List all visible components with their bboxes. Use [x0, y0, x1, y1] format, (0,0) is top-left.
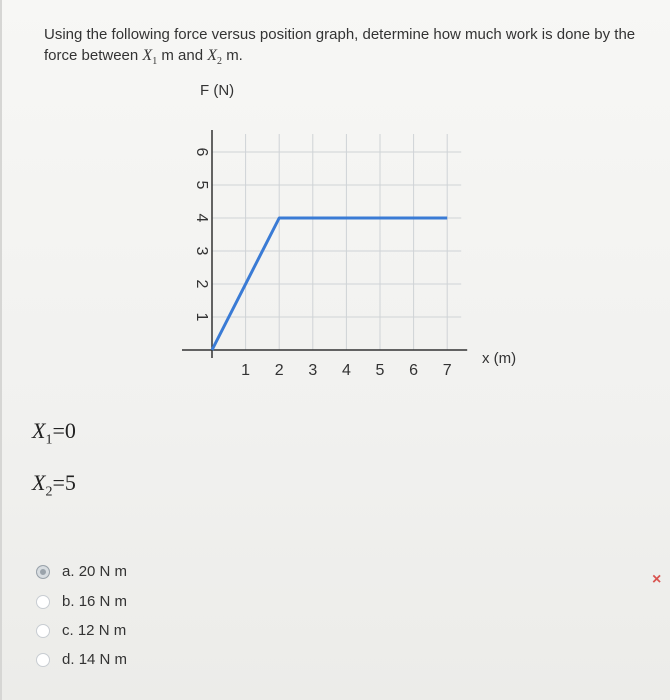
- given-x1: $X_1=0$: [32, 418, 76, 448]
- option-a-radio[interactable]: [36, 565, 50, 579]
- x-tick-label: 6: [409, 362, 419, 379]
- y-tick-label: 5: [193, 180, 210, 190]
- x-tick-label: 3: [308, 362, 318, 379]
- incorrect-x-icon: ×: [652, 571, 662, 588]
- x-tick-label: 2: [274, 362, 284, 379]
- option-d-radio[interactable]: [36, 653, 50, 667]
- question-text-part-c: m.: [226, 47, 243, 64]
- option-a-text: 20 N m: [78, 563, 128, 580]
- y-tick-label: 1: [193, 312, 210, 322]
- option-c-radio[interactable]: [36, 624, 50, 638]
- option-a[interactable]: [36, 563, 127, 580]
- x-tick-label: 1: [241, 362, 251, 379]
- option-a-letter: a.: [62, 563, 75, 580]
- y-tick-label: 3: [193, 246, 210, 256]
- option-c[interactable]: [36, 622, 126, 639]
- x-axis-title: x (m): [482, 350, 517, 367]
- y-axis-title: F (N): [200, 82, 235, 99]
- question-text-part-b: m and: [161, 47, 204, 64]
- option-c-text: 12 N m: [77, 622, 127, 639]
- option-b[interactable]: [36, 593, 127, 610]
- option-b-letter: b.: [62, 593, 75, 610]
- option-b-text: 16 N m: [78, 593, 128, 610]
- option-d-text: 14 N m: [78, 651, 128, 668]
- x1-symbol: $X_1$: [142, 47, 158, 68]
- y-tick-label: 2: [193, 279, 210, 289]
- x-tick-label: 5: [375, 362, 385, 379]
- y-tick-label: 4: [193, 213, 210, 223]
- x2-symbol: $X_2$: [207, 47, 223, 68]
- option-d-letter: d.: [62, 651, 75, 668]
- option-d[interactable]: [36, 651, 127, 668]
- x-tick-label: 7: [442, 362, 452, 379]
- y-tick-label: 6: [193, 147, 210, 157]
- x-tick-label: 4: [341, 362, 351, 379]
- option-c-letter: c.: [62, 622, 74, 639]
- given-x2: $X_2=5$: [32, 470, 76, 500]
- question-text-part-a: Using the following force versus position graph, determine how much work is done by the force between: [44, 26, 636, 64]
- option-b-radio[interactable]: [36, 595, 50, 609]
